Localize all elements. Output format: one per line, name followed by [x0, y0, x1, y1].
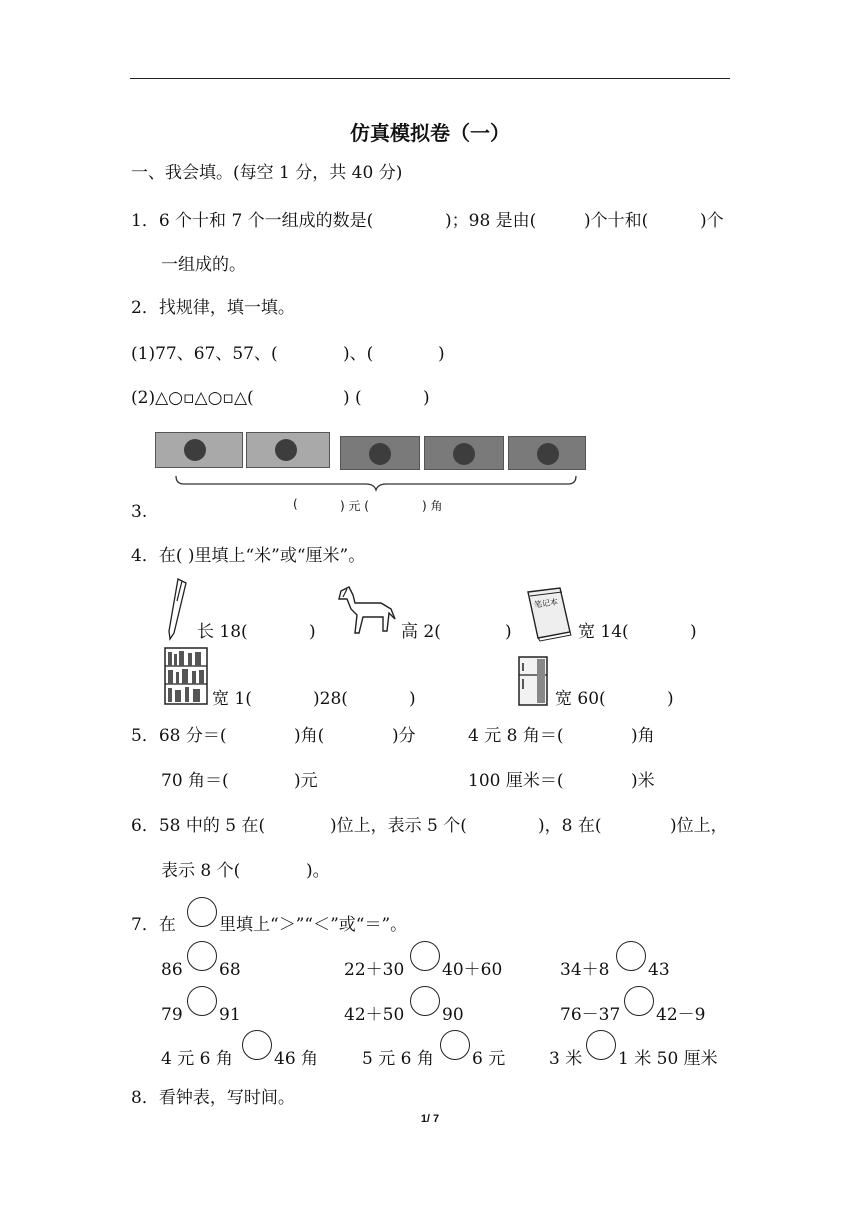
q5-d2: )米 [631, 771, 655, 791]
page-number: 1/ 7 [420, 1113, 440, 1125]
q7-r2-right-3: 42－9 [656, 1005, 706, 1025]
q4-pen-a: 长 18( [197, 622, 248, 642]
q4-horse-b: ) [505, 622, 512, 642]
q2-part1-b: )、( [343, 344, 374, 364]
q4-book-a: 宽 14( [578, 622, 629, 642]
header-rule [130, 78, 730, 79]
compare-circle[interactable] [410, 941, 440, 971]
banknote-5 [508, 436, 586, 470]
q5-d1: 100 厘米＝( [468, 771, 564, 791]
pen-icon [164, 577, 190, 641]
q6-a2: )位上，表示 5 个( [330, 816, 467, 836]
q3-number: 3. [131, 502, 148, 522]
q2-heading: 2．找规律，填一填。 [131, 298, 295, 318]
compare-circle-example [187, 897, 217, 927]
horse-icon [333, 585, 399, 637]
banknote-3 [340, 436, 420, 470]
q3-jiao-label: ) 角 [422, 499, 443, 513]
q7-r2-right-2: 90 [442, 1005, 464, 1025]
q7-r2-right-1: 91 [219, 1005, 241, 1025]
q5-a1: 5．68 分＝( [131, 726, 227, 746]
q1-text-a: 1．6 个十和 7 个一组成的数是( [131, 211, 374, 231]
q3-paren-open: ( [293, 497, 298, 511]
q4-pen-b: ) [309, 622, 316, 642]
compare-circle[interactable] [624, 986, 654, 1016]
q4-heading: 4．在( )里填上“米”或“厘米”。 [131, 546, 366, 566]
brace-icon [170, 474, 582, 492]
q5-c1: 70 角＝( [161, 771, 229, 791]
page-title: 仿真模拟卷（一） [350, 121, 510, 145]
q1-text-line2: 一组成的。 [161, 255, 246, 275]
q5-a2: )角( [294, 726, 325, 746]
notebook-label: 笔记本 [533, 597, 559, 610]
section-heading: 一、我会填。(每空 1 分，共 40 分) [131, 163, 403, 183]
q8-heading: 8．看钟表，写时间。 [131, 1088, 295, 1108]
q7-r3-left-2: 5 元 6 角 [362, 1049, 434, 1069]
q2-part2-c: ) [423, 388, 430, 408]
q2-part2-b: ) ( [343, 388, 362, 408]
q6-b1: 表示 8 个( [161, 861, 241, 881]
q7-r1-right-3: 43 [648, 960, 670, 980]
q4-shelf-a: 宽 1( [212, 689, 252, 709]
compare-circle[interactable] [410, 986, 440, 1016]
bookshelf-icon [163, 646, 209, 706]
q5-c2: )元 [294, 771, 318, 791]
q7-r3-left-3: 3 米 [549, 1049, 583, 1069]
banknote-1 [155, 432, 243, 468]
q7-r2-left-1: 79 [161, 1005, 183, 1025]
q4-shelf-c: ) [409, 689, 416, 709]
q5-a3: )分 [392, 726, 416, 746]
compare-circle[interactable] [586, 1030, 616, 1060]
q5-b2: )角 [631, 726, 655, 746]
q7-r3-right-1: 46 角 [274, 1049, 319, 1069]
q5-b1: 4 元 8 角＝( [468, 726, 564, 746]
q7-r3-right-3: 1 米 50 厘米 [618, 1049, 718, 1069]
q3-yuan-label: ) 元 ( [340, 499, 369, 513]
q6-a4: )位上， [670, 816, 728, 836]
q6-b2: )。 [306, 861, 330, 881]
q6-a3: )，8 在( [538, 816, 602, 836]
banknote-2 [246, 432, 330, 468]
q1-text-d: )个 [700, 211, 724, 231]
q7-r2-left-3: 76－37 [560, 1005, 621, 1025]
refrigerator-icon [515, 655, 551, 707]
q4-fridge-b: ) [667, 689, 674, 709]
q4-book-b: ) [690, 622, 697, 642]
compare-circle[interactable] [187, 941, 217, 971]
compare-circle[interactable] [187, 986, 217, 1016]
compare-circle[interactable] [440, 1030, 470, 1060]
q1-text-b: )；98 是由( [445, 211, 537, 231]
q7-r1-left-2: 22＋30 [344, 960, 405, 980]
q7-head-b: 里填上“＞”“＜”或“＝”。 [219, 915, 408, 935]
q7-r1-left-1: 86 [161, 960, 183, 980]
q7-r3-right-2: 6 元 [472, 1049, 506, 1069]
banknote-4 [424, 436, 504, 470]
q2-part1-a: (1)77、67、57、( [131, 344, 278, 364]
q7-r1-left-3: 34＋8 [560, 960, 610, 980]
q7-head-a: 7．在 [131, 915, 176, 935]
notebook-icon [524, 586, 574, 642]
q7-r1-right-1: 68 [219, 960, 241, 980]
q2-part1-c: ) [438, 344, 445, 364]
q4-shelf-b: )28( [313, 689, 348, 709]
q1-text-c: )个十和( [584, 211, 649, 231]
q7-r3-left-1: 4 元 6 角 [161, 1049, 233, 1069]
q4-fridge-a: 宽 60( [555, 689, 606, 709]
q4-horse-a: 高 2( [401, 622, 441, 642]
compare-circle[interactable] [242, 1030, 272, 1060]
q7-r1-right-2: 40＋60 [442, 960, 503, 980]
q2-part2-a: (2)△○▫△○▫△( [131, 388, 254, 408]
q6-a1: 6．58 中的 5 在( [131, 816, 266, 836]
q7-r2-left-2: 42＋50 [344, 1005, 405, 1025]
compare-circle[interactable] [616, 941, 646, 971]
